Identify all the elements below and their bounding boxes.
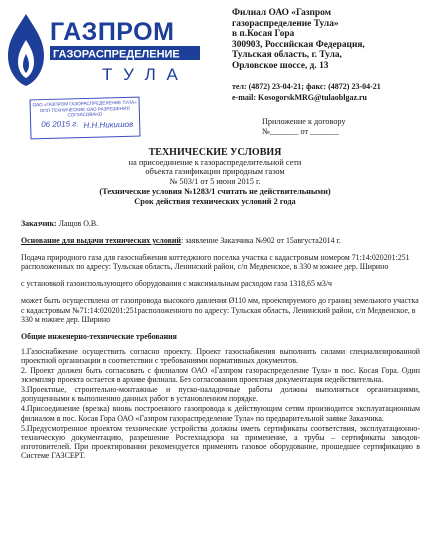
title-line: на присоединение к газораспределительной сети bbox=[128, 157, 302, 167]
branch-address-line: Орловское шоссе, д. 13 bbox=[232, 60, 329, 71]
logo-word-gazoraspredelenie: ГАЗОРАСПРЕДЕЛЕНИЕ bbox=[53, 48, 180, 61]
title-line: объекта газификации природным газом bbox=[145, 167, 285, 177]
requirement-item: 3.Проектные, строительно-монтажные и пуско-наладочные работы должны выполняться организациями, допущенными к выполнению данных работ в установленном порядке. bbox=[21, 385, 420, 404]
stamp-signature: Н.Н.Никишов bbox=[83, 119, 134, 131]
logo-word-tula: Т У Л А bbox=[102, 65, 181, 84]
stamp-line: ОАО «ГАЗПРОМ ГАЗОРАСПРЕДЕЛЕНИЕ ТУЛА» bbox=[32, 99, 137, 108]
appendix-reference bbox=[262, 117, 422, 137]
stamp-line: ОПП ТЕХНИЧЕСКИЕ ОАО РАЗРЕШЕНИЯ bbox=[39, 105, 130, 113]
logo-word-gazprom: ГАЗПРОМ bbox=[50, 18, 175, 46]
document-title-block bbox=[0, 148, 430, 206]
connection-paragraph: может быть осуществлена от газопровода высокого давления Ø110 мм, проектируемого до границ земельного участка с кадастровым №71:14:020201:251расположенного по адресу: Тульская область, Ленинский район, с/п Медвенское, в 330 м южнее дер. Ширино bbox=[21, 296, 419, 324]
customer-label: Заказчик: bbox=[21, 219, 57, 228]
stamp-date: 06 2015 г. bbox=[41, 119, 79, 130]
section-heading: Общие инженерно-технические требования bbox=[21, 331, 177, 341]
basis-line bbox=[21, 236, 420, 245]
basis-label: Основание для выдачи технических условий bbox=[21, 236, 181, 246]
supply-paragraph: Подача природного газа для газоснабжения коттеджного поселка участка с кадастровым номером 71:14:020201:251 расположенных по адресу: Тульская область, Ленинский район, с/п Медвенское, в 330 м южнее дер. Ширино bbox=[21, 253, 410, 272]
branch-address-block bbox=[232, 8, 428, 103]
appendix-line2: №_______ от _______ bbox=[262, 127, 339, 136]
gazprom-logo bbox=[6, 10, 206, 90]
approval-stamp bbox=[29, 97, 140, 140]
branch-name-line1: Филиал ОАО «Газпром bbox=[232, 8, 332, 18]
title-line: № 503/1 от 5 июня 2015 г. bbox=[169, 177, 261, 187]
requirement-item: 4.Присоединение (врезка) вновь построенного газопровода к действующим сетям производится эксплуатационным филиалом в пос. Косая Гора ОАО «Газпром газораспределение Тула» по предварительной заявке Заказчика. bbox=[21, 404, 420, 423]
title-validity: Срок действия технических условий 2 года bbox=[134, 196, 296, 206]
branch-email: e-mail: KosogorskMRG@tulaoblgaz.ru bbox=[232, 93, 367, 103]
appendix-line1: Приложение к договору bbox=[262, 117, 346, 126]
document-heading: ТЕХНИЧЕСКИЕ УСЛОВИЯ bbox=[148, 147, 282, 158]
equipment-paragraph: с установкой газоиспользующего оборудования с максимальным расходом газа 1318,65 м3/ч bbox=[21, 279, 333, 289]
basis-value: : заявление Заказчика №902 от 15августа2014 г. bbox=[180, 236, 341, 246]
customer-line bbox=[21, 219, 420, 228]
branch-phone: тел: (4872) 23-04-21; факс: (4872) 23-04-21 bbox=[232, 81, 381, 91]
requirement-item: 2. Проект должен быть согласовать с филиалом ОАО «Газпром газораспределение Тула» в пос. Косая Гора. Один экземпляр проекта остается в архиве филиала. Без согласования проектная документация недействительна. bbox=[21, 366, 420, 385]
flame-icon bbox=[8, 14, 44, 86]
branch-name-line3: в п.Косая Гора bbox=[232, 29, 295, 40]
branch-address-line: 300903, Российская Федерация, bbox=[232, 39, 365, 50]
customer-value: Лащов О.В. bbox=[56, 219, 99, 228]
branch-address-line: Тульская область, г. Тула, bbox=[232, 50, 342, 61]
requirement-item: 1.Газоснабжение осуществить согласно проекту. Проект газоснабжения выполнить силами специализированной проектной организации в соответствии с требованиями нормативных документов. bbox=[21, 346, 420, 365]
branch-name-line2: газораспределение Тула» bbox=[232, 18, 339, 29]
requirement-item: 5.Предусмотренное проектом технические устройства должны иметь сертификаты соответствия, эксплуатационно-техническую документацию, разрешение Ростехнадзора на применение, а трубы – сертификаты заводов-изготовителей. При проектировании рекомендуется применять газовое оборудование, прошедшее сертификацию в Системе ГАЗСЕРТ. bbox=[21, 423, 420, 460]
document-body bbox=[21, 219, 420, 461]
title-note: (Технические условия №1283/1 считать не действительными) bbox=[99, 186, 331, 196]
stamp-line: СОГЛАСОВАНО bbox=[67, 111, 103, 118]
